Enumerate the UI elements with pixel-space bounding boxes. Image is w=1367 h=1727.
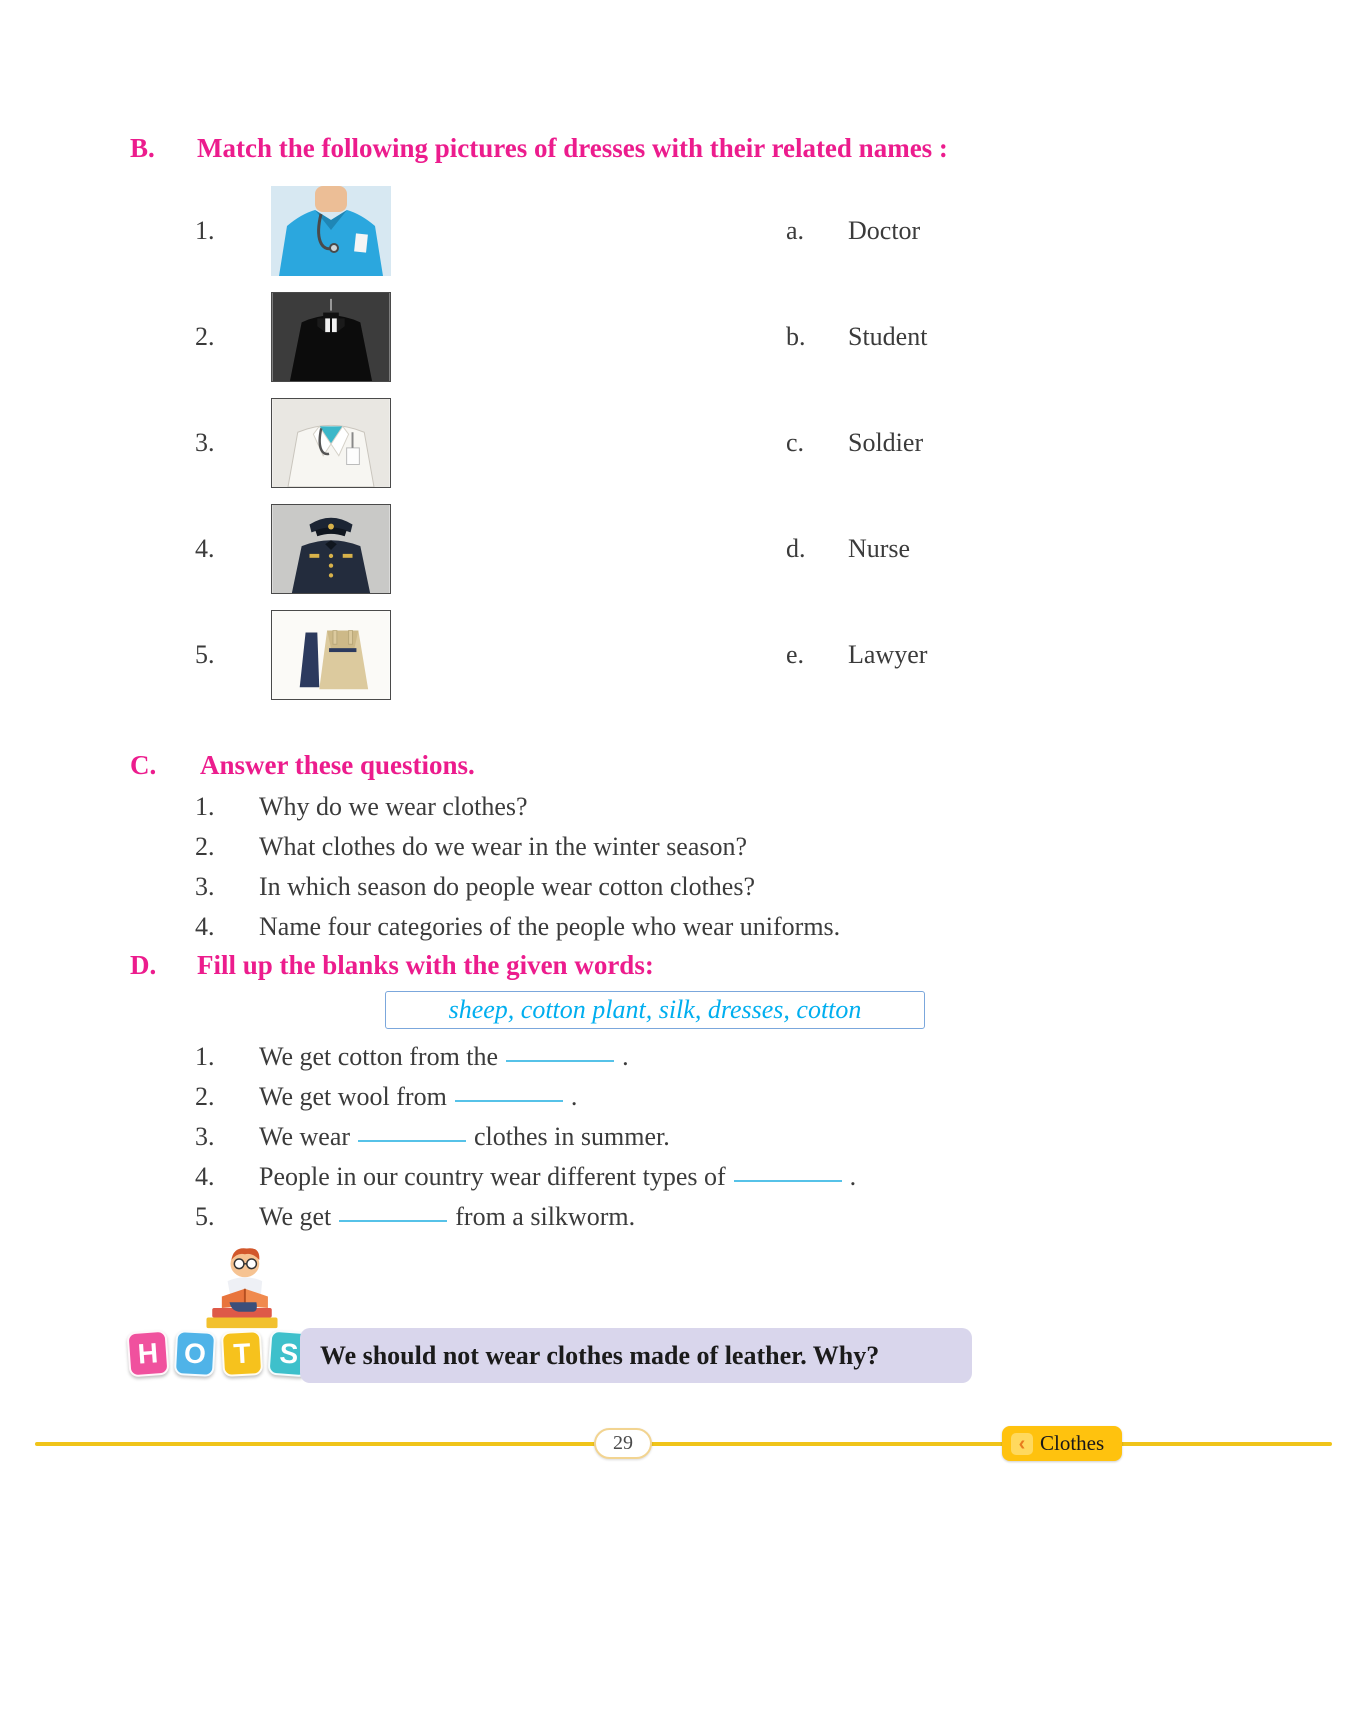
school-dress-photo — [271, 610, 391, 700]
match-item-number: 1. — [195, 216, 215, 245]
match-item-number: 4. — [195, 534, 215, 563]
hots-question-text: We should not wear clothes made of leather. Why? — [320, 1340, 880, 1370]
sentence-after: . — [849, 1162, 857, 1191]
match-option-letter: c. — [786, 428, 805, 457]
question-number: 1. — [195, 792, 215, 821]
hots-section — [128, 1235, 1238, 1400]
section-d-title: Fill up the blanks with the given words: — [197, 950, 654, 980]
hots-logo — [128, 1331, 309, 1376]
fill-blank-row — [130, 1157, 1240, 1197]
blank-underline — [339, 1220, 447, 1222]
page-footer — [0, 1425, 1367, 1487]
match-option-name: Lawyer — [848, 640, 928, 669]
question-row — [130, 867, 1240, 907]
sentence-text — [259, 1077, 577, 1117]
sentence-after: . — [570, 1082, 578, 1111]
doctor-scrubs-photo — [271, 186, 391, 276]
hots-letter-block: H — [126, 1330, 169, 1378]
blank-underline — [358, 1140, 466, 1142]
lawyer-robe-photo — [271, 292, 391, 382]
page-number-badge — [594, 1428, 652, 1459]
sentence-number: 1. — [195, 1042, 215, 1071]
match-option-name: Student — [848, 322, 928, 351]
sentence-text — [259, 1037, 629, 1077]
section-b-heading — [130, 133, 1240, 164]
chapter-tab — [1002, 1426, 1122, 1461]
question-row — [130, 907, 1240, 947]
fill-blank-row — [130, 1197, 1240, 1237]
match-option-name: Nurse — [848, 534, 911, 563]
sentence-before: We get wool from — [259, 1082, 447, 1111]
section-questions — [130, 750, 1240, 947]
sentence-number: 5. — [195, 1202, 215, 1231]
section-c-heading — [130, 750, 1240, 781]
match-item-number: 2. — [195, 322, 215, 351]
question-number: 2. — [195, 832, 215, 861]
section-c-title: Answer these questions. — [200, 750, 475, 780]
hots-letter-block: T — [221, 1330, 263, 1377]
match-area — [195, 186, 1240, 700]
question-text: Why do we wear clothes? — [259, 792, 528, 821]
match-row — [195, 504, 1240, 594]
white-coat-photo — [271, 398, 391, 488]
match-item-number: 3. — [195, 428, 215, 457]
sentence-before: We get — [259, 1202, 332, 1231]
question-row — [130, 787, 1240, 827]
match-row — [195, 398, 1240, 488]
match-option-letter: b. — [786, 322, 806, 351]
blank-underline — [455, 1100, 563, 1102]
question-text: Name four categories of the people who wear uniforms. — [259, 912, 841, 941]
word-bank-box — [385, 991, 925, 1029]
match-option-letter: d. — [786, 534, 806, 563]
sentence-after: from a silkworm. — [455, 1202, 636, 1231]
match-item-number: 5. — [195, 640, 215, 669]
section-d-heading — [130, 950, 1240, 981]
match-row — [195, 292, 1240, 382]
chevron-left-icon: ‹ — [1011, 1433, 1033, 1455]
word-bank-words: sheep, cotton plant, silk, dresses, cotton — [448, 995, 862, 1024]
question-list — [130, 787, 1240, 947]
footer-rule — [35, 1442, 1332, 1446]
match-option-letter: a. — [786, 216, 805, 245]
sentence-text — [259, 1197, 635, 1237]
section-match — [130, 133, 1240, 716]
sentence-number: 2. — [195, 1082, 215, 1111]
section-c-label: C. — [130, 750, 157, 780]
match-option-name: Doctor — [848, 216, 921, 245]
question-text: In which season do people wear cotton clothes? — [259, 872, 756, 901]
match-option-letter: e. — [786, 640, 805, 669]
sentence-after: . — [622, 1042, 629, 1071]
hots-letter-block: O — [174, 1330, 216, 1377]
sentence-number: 3. — [195, 1122, 215, 1151]
sentence-before: People in our country wear different types of — [259, 1162, 726, 1191]
soldier-uniform-photo — [271, 504, 391, 594]
match-row — [195, 610, 1240, 700]
sentence-before: We wear — [259, 1122, 351, 1151]
blank-underline — [734, 1180, 842, 1182]
hots-letter-block: S — [267, 1330, 310, 1378]
fill-blank-row — [130, 1037, 1240, 1077]
hots-question-box — [300, 1328, 972, 1383]
question-number: 4. — [195, 912, 215, 941]
reading-boy-illustration — [186, 1235, 298, 1331]
sentence-after: clothes in summer. — [474, 1122, 670, 1151]
section-b-title: Match the following pictures of dresses with their related names : — [197, 133, 948, 163]
match-option-name: Soldier — [848, 428, 924, 457]
question-row — [130, 827, 1240, 867]
sentence-text — [259, 1117, 670, 1157]
section-fill-blanks — [130, 950, 1240, 1237]
question-text: What clothes do we wear in the winter season? — [259, 832, 748, 861]
question-number: 3. — [195, 872, 215, 901]
fill-blank-list — [130, 1037, 1240, 1237]
match-row — [195, 186, 1240, 276]
sentence-text — [259, 1157, 856, 1197]
fill-blank-row — [130, 1077, 1240, 1117]
chapter-tab-label: Clothes — [1040, 1431, 1105, 1455]
section-b-label: B. — [130, 133, 155, 163]
page-number: 29 — [613, 1432, 633, 1454]
sentence-before: We get cotton from the — [259, 1042, 499, 1071]
section-d-label: D. — [130, 950, 157, 980]
sentence-number: 4. — [195, 1162, 215, 1191]
fill-blank-row — [130, 1117, 1240, 1157]
blank-underline — [506, 1060, 614, 1062]
